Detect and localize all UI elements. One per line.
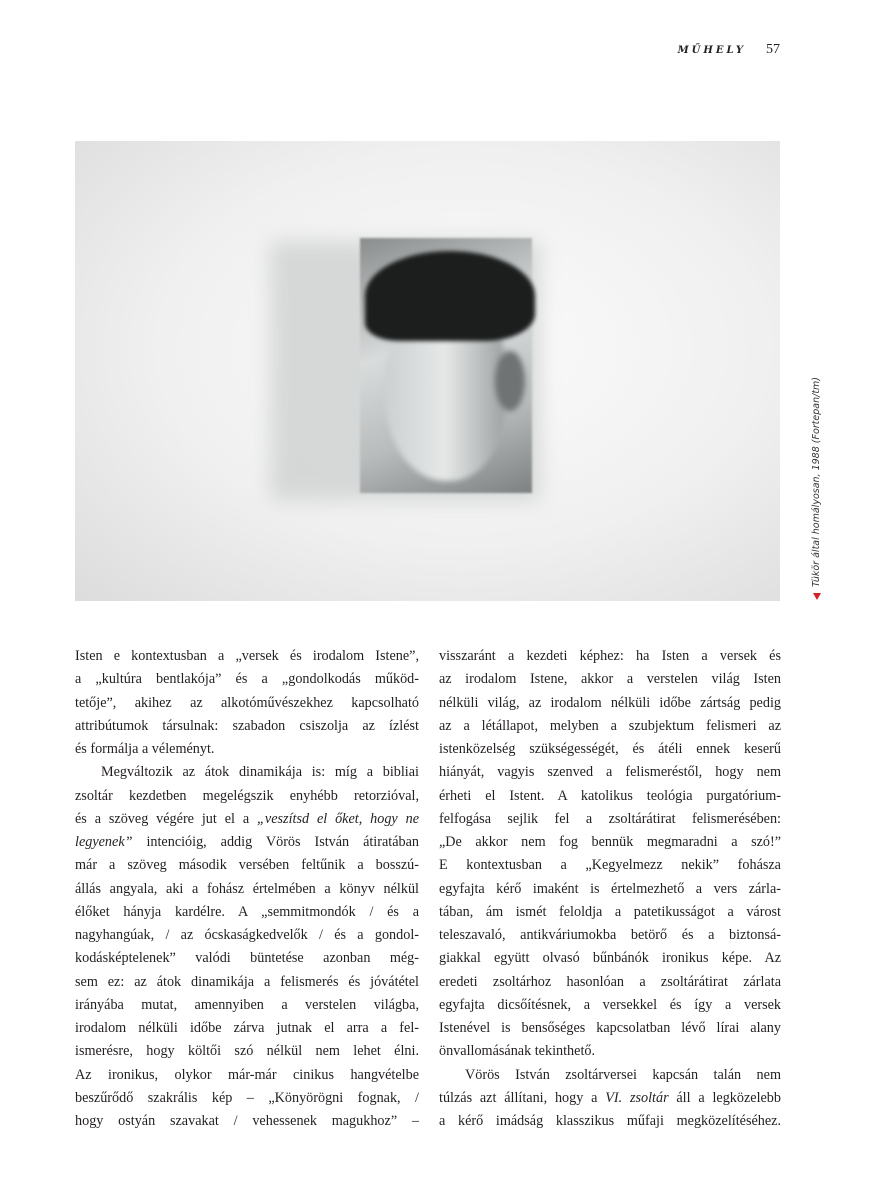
text-segment: és a szöveg végére jut el a — [75, 810, 258, 827]
text-segment: túlzás azt állítani, hogy a — [439, 1089, 606, 1106]
text-column-right — [439, 645, 781, 1133]
italic-text: „veszítsd el őket, hogy ne — [257, 810, 420, 827]
text-line: Isten e kontextusban a „versek és irodalom Istene”, — [75, 648, 419, 664]
text-line: nélküli világ, az irodalom nélküli időbe zártság pedig — [439, 694, 781, 711]
italic-text: legyenek” — [75, 834, 133, 850]
italic-text: VI. zsoltár — [605, 1089, 669, 1106]
text-line: az irodalom Istene, akkor a verstelen világ Isten — [439, 671, 781, 688]
text-line: állás angyala, aki a fohász értelmében a könyv nélkül — [75, 880, 419, 897]
text-line: a kérő imádság klasszikus műfaji megközelítéséhez. — [439, 1113, 781, 1129]
text-line: giakkal együtt olvasó bűnbánók ironikus képe. Az — [439, 950, 781, 967]
text-line: tában, ám ismét feloldja a patetikusságot a várost — [439, 903, 781, 920]
text-line: sem ez: az átok dinamikája a felismerés és jóvátétel — [75, 973, 419, 990]
text-line: zsoltár kezdetben megelégszik enyhébb retorzióval, — [75, 787, 419, 804]
hair — [365, 251, 535, 341]
text-line: eredeti zsoltárhoz hasonlóan a zsoltárátirat zárlata — [439, 973, 781, 990]
text-line: Istenével is bensőséges kapcsolatban lévő lírai alany — [439, 1020, 781, 1036]
text-line: érheti el Istent. A katolikus teológia purgatórium- — [439, 787, 781, 804]
text-line: istenközelség szükségességét, és átéli ennek keserű — [439, 741, 781, 757]
text-line — [75, 808, 419, 831]
photo-boy-in-mirror — [75, 141, 780, 601]
text-line: „De akkor nem fog bennük megmaradni a szó!” — [439, 834, 781, 850]
running-header — [678, 42, 780, 58]
text-line: tetője”, akihez az alkotóművészekhez kapcsolható — [75, 694, 419, 711]
text-line: felfogása sejlik fel a zsoltárátirat felismerésében: — [439, 810, 781, 827]
text-line: és formálja a véleményt. — [75, 741, 215, 757]
text-line: az a létállapot, melyben a szubjektum felismeri az — [439, 717, 781, 734]
text-line: Megváltozik az átok dinamikája is: míg a bibliai — [101, 764, 419, 781]
text-line — [439, 1087, 781, 1110]
page-number: 57 — [766, 42, 780, 57]
text-line: visszaránt a kezdeti képhez: ha Isten a versek és — [439, 648, 781, 664]
text-line: nagyhangúak, / az ócskaságkedvelők / és a gondol- — [75, 927, 419, 943]
text-line: Vörös István zsoltárversei kapcsán talán nem — [465, 1066, 781, 1083]
text-line: kodásképtelenek” valódi büntetése azonban még- — [75, 950, 419, 967]
ear — [495, 351, 525, 411]
text-line: Az ironikus, olykor már-már cinikus hangvételbe — [75, 1066, 419, 1083]
text-line — [75, 831, 419, 854]
text-line: hiányát, vagyis szenved a felismeréstől, hogy nem — [439, 764, 781, 781]
text-line: irodalom nélküli időbe zárva jutnak el arra a fel- — [75, 1020, 419, 1036]
text-line: beszűrődő szakrális kép – „Könyörögni fognak, / — [75, 1089, 419, 1106]
photo-caption — [811, 377, 822, 600]
text-line: attribútumok társulnak: szabadon csiszolja az ízlést — [75, 717, 419, 734]
text-line: irányába mutat, amennyiben a verstelen világba, — [75, 996, 419, 1013]
text-line: élőket hányja kardélre. A „semmitmondók / és a — [75, 903, 419, 920]
text-segment: áll a legközelebb — [668, 1089, 781, 1106]
text-column-left — [75, 645, 419, 1133]
text-line: önvallomásának tekinthető. — [439, 1043, 596, 1060]
text-line: a „kultúra bentlakója” és a „gondolkodás működ- — [75, 671, 419, 688]
text-line: egyfajta kérő imaként is értelmezhető a vers zárla- — [439, 880, 781, 897]
triangle-marker-icon — [813, 593, 821, 600]
text-line: hogy ostyán szavakat / vehessenek magukhoz” – — [75, 1113, 419, 1129]
section-title: MŰHELY — [677, 45, 746, 56]
text-line: teleszavaló, antikváriumokba betörő és a biztonsá- — [439, 927, 781, 943]
text-line: egyfajta dicsőítésnek, a versekkel és így a versek — [439, 996, 781, 1013]
text-line: már a szöveg második versében feltűnik a bosszú- — [75, 857, 419, 874]
caption-text: Tükör által homályosan, 1988 (Fortepan/tm) — [811, 376, 822, 587]
text-line: ismerésre, hogy költői szó nélkül nem lehet élni. — [75, 1043, 419, 1060]
text-line: E kontextusban a „Kegyelmezz nekik” fohásza — [439, 857, 781, 874]
text-segment: intencióig, addig Vörös István átiratában — [132, 834, 419, 850]
